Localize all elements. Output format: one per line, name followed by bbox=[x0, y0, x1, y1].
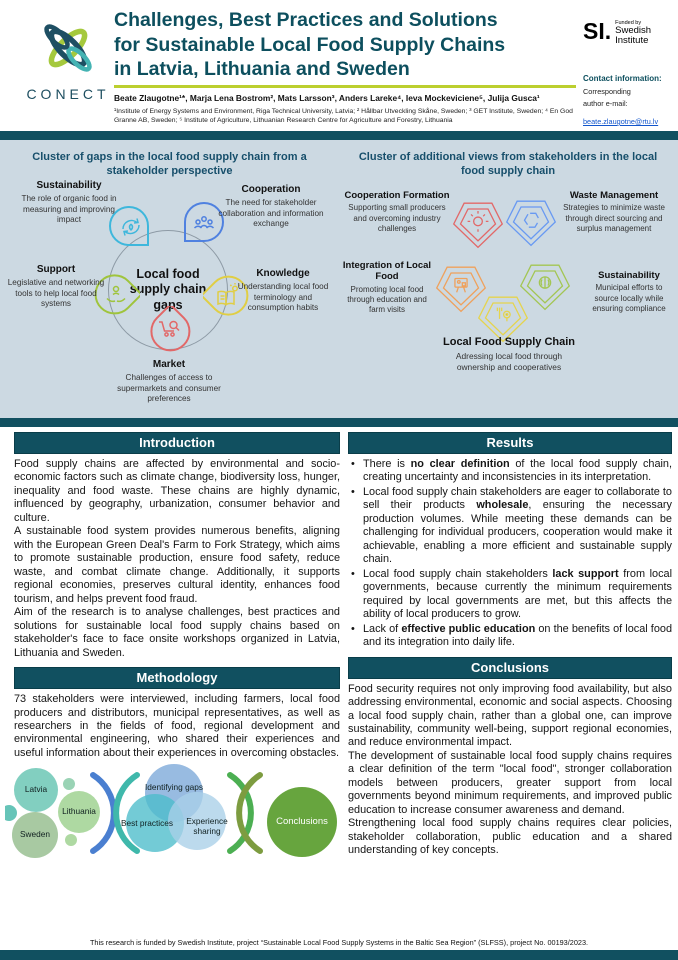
gap-label: Cooperation bbox=[241, 184, 301, 195]
gap-label: Support bbox=[36, 264, 76, 275]
view-label: Cooperation Formation bbox=[344, 190, 450, 201]
conect-logo-icon bbox=[26, 16, 110, 80]
gap-desc: The need for stakeholder collaboration and information exchange bbox=[218, 198, 324, 228]
gaps-center-label: Local food supply chain gaps bbox=[129, 266, 207, 312]
conclusions-paragraph: The development of sustainable local food supply chains requires a clear definition of the term "local food", stronger collaboration models between producers, greater support from local governments beyond minimum requirements, and improved public education to increase consumer awareness and demand. bbox=[348, 749, 672, 816]
process-diagram-shapes bbox=[5, 763, 343, 863]
intro-paragraph: A sustainable food system provides numerous benefits, aligning with the European Green Deal's Farm to Fork Strategy, which aims to promote sustainable production, ensure food safety, reduce waste, and combat climate change. Additionally, it supports regional economies, preserves cultural identity, enhances food tourism, and helps prevent food fraud. bbox=[14, 525, 340, 605]
recycle-triangle-icon bbox=[505, 196, 557, 248]
right-column bbox=[348, 432, 672, 858]
conclusions-circle bbox=[267, 787, 337, 857]
gap-label: Market bbox=[152, 359, 186, 370]
introduction-header: Introduction bbox=[14, 432, 340, 454]
panel-divider-bar bbox=[0, 418, 678, 427]
sweden-bubble bbox=[12, 812, 58, 858]
conclusions-text bbox=[348, 683, 672, 858]
authors-line: Beate Zlaugotne¹*, Marja Lena Bostrom², Mats Larsson³, Anders Lareke⁴, Ieva Mockeviciene⁵, Julija Gusca¹ bbox=[114, 92, 540, 103]
view-desc: Municipal efforts to source locally while ensuring compliance bbox=[592, 283, 666, 313]
gap-item-support bbox=[6, 264, 106, 310]
gap-item-knowledge bbox=[230, 268, 336, 314]
page-title-line2: for Sustainable Local Food Supply Chains bbox=[114, 33, 506, 56]
conclusions-label: Conclusions bbox=[276, 816, 328, 828]
funding-statement: This research is funded by Swedish Institute, project “Sustainable Local Food Supply Systems in the Baltic Sea Region” (SLFSS), project No. 00193/2023. bbox=[89, 938, 589, 947]
gap-item-cooperation bbox=[208, 184, 334, 230]
affiliations-line: ¹Institute of Energy Systems and Environment, Riga Technical University, Latvia; ² Hållbar Utveckling Skåne, Sweden; ³ GET Institute, Sweden; ⁴ En God Granne AB, Sweden; ⁵ Institute of Agriculture, Lithuanian Research Centre for Agriculture and Forestry, Lithuania bbox=[114, 107, 573, 125]
process-diagram bbox=[5, 763, 343, 863]
best-practices-label: Best practices bbox=[120, 818, 174, 829]
bubble-decoration bbox=[63, 778, 75, 790]
bullet-text: Local food supply chain stakeholders bbox=[363, 567, 553, 580]
view-item-waste-management bbox=[553, 190, 675, 234]
experience-sharing-circle bbox=[168, 792, 226, 850]
view-desc: Strategies to minimize waste through direct sourcing and surplus management bbox=[563, 203, 665, 233]
view-desc: Promoting local food through education and farm visits bbox=[347, 284, 427, 315]
results-header: Results bbox=[348, 432, 672, 454]
lithuania-bubble bbox=[58, 791, 100, 833]
bullet-text: of the local food supply chain, creating uncertainty and inconsistencies in its interpretation. bbox=[363, 458, 673, 484]
cart-icon bbox=[145, 306, 193, 354]
bullet-text: Local food supply chain stakeholders are eager to collaborate to sell their products bbox=[363, 485, 672, 512]
methodology-paragraph: 73 stakeholders were interviewed, including farmers, local food producers and distributors, municipal representatives, as well as researchers in the fields of food, regional development and environmental engineering, who shared their experiences and useful information about their experiences in overcoming obstacles. bbox=[14, 693, 340, 759]
gap-desc: Challenges of access to supermarkets and consumer preferences bbox=[117, 373, 221, 403]
introduction-text bbox=[14, 458, 340, 660]
gap-label: Knowledge bbox=[256, 268, 310, 279]
view-desc: Supporting small producers and overcoming industry challenges bbox=[348, 203, 446, 233]
gap-desc: Understanding local food terminology and consumption habits bbox=[237, 282, 329, 312]
bullet-text: on the benefits of local food and its integration into daily life. bbox=[363, 622, 673, 649]
funder-logo bbox=[583, 20, 675, 47]
bullet-text: There is bbox=[363, 458, 411, 470]
gap-item-market bbox=[110, 359, 228, 405]
view-item-cooperation-formation bbox=[341, 190, 453, 234]
view-label: Waste Management bbox=[569, 190, 659, 201]
funder-org-line1: Swedish bbox=[615, 25, 652, 36]
contact-line2: author e-mail: bbox=[583, 99, 628, 108]
intro-paragraph: Food supply chains are affected by environmental and socio-economic factors such as climate change, biodiversity loss, hunger, inequality and food waste. These chains are highly dynamic, influenced by geography, urbanization, consumer behavior and culture. bbox=[14, 458, 340, 524]
methodology-text bbox=[14, 693, 340, 760]
contact-line1: Corresponding bbox=[583, 87, 631, 96]
bullet-text: from local governments, because currently the minimum requirements required by local governments are met, but this affects the ability of local producers to grow. bbox=[363, 567, 672, 621]
bullet-bold: wholesale bbox=[476, 499, 529, 512]
latvia-label: Latvia bbox=[24, 784, 48, 795]
view-label: Integration of Local Food bbox=[342, 260, 432, 283]
bottom-bar bbox=[0, 950, 678, 960]
view-desc: Adressing local food through ownership and cooperatives bbox=[455, 351, 563, 372]
bullet-bold: effective public education bbox=[401, 622, 536, 635]
results-list bbox=[348, 458, 672, 650]
lithuania-label: Lithuania bbox=[62, 806, 96, 817]
view-label: Sustainability bbox=[598, 270, 660, 281]
view-label: Local Food Supply Chain bbox=[443, 336, 575, 348]
identifying-gaps-label: Identifying gaps bbox=[144, 782, 204, 793]
title-block bbox=[114, 8, 576, 126]
gap-desc: Legislative and networking tools to help local food systems bbox=[7, 278, 105, 308]
result-bullet bbox=[348, 486, 672, 567]
bubble-decoration bbox=[5, 805, 17, 821]
contact-heading: Contact information: bbox=[583, 74, 662, 83]
result-bullet bbox=[348, 568, 672, 622]
cluster-gaps bbox=[0, 140, 339, 418]
gap-label: Sustainability bbox=[36, 180, 102, 191]
contact-block bbox=[583, 74, 673, 129]
gap-desc: The role of organic food in measuring and improving impact bbox=[21, 194, 117, 224]
bullet-text: , ensuring the necessary production volumes. While meeting these demands can be challenging for individual producers, cooperation would make it achievable, enabling a more efficient and sustainable supply chain. bbox=[363, 499, 672, 566]
bubble-decoration bbox=[65, 834, 77, 846]
result-bullet bbox=[348, 623, 672, 650]
bullet-text: Lack of bbox=[363, 622, 402, 635]
conclusions-paragraph: Food security requires not only improving food availability, but also addressing environmental, economic and social aspects. Choosing a local food supply chain, rather than a global one, can improve sustainability, community well-being, support regional economies, and reduce environmental impact. bbox=[348, 682, 672, 749]
view-item-sustainability bbox=[583, 270, 675, 314]
funded-by-label: Funded by bbox=[615, 20, 642, 26]
title-underline bbox=[114, 85, 576, 88]
cluster-views-title: Cluster of additional views from stakeholders in the local food supply chain bbox=[358, 151, 658, 178]
funder-org-line2: Institute bbox=[615, 35, 649, 47]
bullet-bold: no clear definition bbox=[410, 458, 510, 470]
page-title-line1: Challenges, Best Practices and Solutions bbox=[114, 9, 498, 31]
sweden-label: Sweden bbox=[20, 829, 50, 840]
cluster-gaps-title: Cluster of gaps in the local food supply chain from a stakeholder perspective bbox=[32, 151, 307, 178]
page-title-line3: in Latvia, Lithuania and Sweden bbox=[114, 58, 410, 81]
conclusions-paragraph: Strengthening local food supply chains requires clear policies, stakeholder collaboration, public education and a shared understanding of key concepts. bbox=[348, 817, 672, 857]
bullet-bold: lack support bbox=[552, 567, 619, 580]
intro-paragraph: Aim of the research is to analyse challenges, best practices and solutions for sustainable local food supply chains based on stakeholder's face to face onsite workshops organized in Latvia, Lithuania and Sweden. bbox=[14, 606, 340, 659]
result-bullet bbox=[348, 458, 672, 485]
conclusions-header: Conclusions bbox=[348, 657, 672, 679]
cluster-views bbox=[339, 140, 678, 418]
contact-email-link[interactable]: beate.zlaugotne@rtu.lv bbox=[583, 117, 659, 126]
methodology-header: Methodology bbox=[14, 667, 340, 689]
view-item-local-food-chain bbox=[437, 336, 581, 373]
header-divider-bar bbox=[0, 131, 678, 140]
network-icon bbox=[452, 198, 504, 250]
logo-wordmark: CONECT bbox=[26, 86, 110, 102]
conect-logo bbox=[20, 16, 116, 102]
latvia-bubble bbox=[14, 768, 58, 812]
view-item-integration bbox=[341, 260, 433, 315]
gap-item-sustainability bbox=[10, 180, 128, 226]
experience-sharing-label: Experience sharing bbox=[186, 816, 228, 836]
si-logo: SI. bbox=[583, 18, 612, 44]
left-column bbox=[14, 432, 340, 863]
cluster-panel bbox=[0, 140, 678, 418]
